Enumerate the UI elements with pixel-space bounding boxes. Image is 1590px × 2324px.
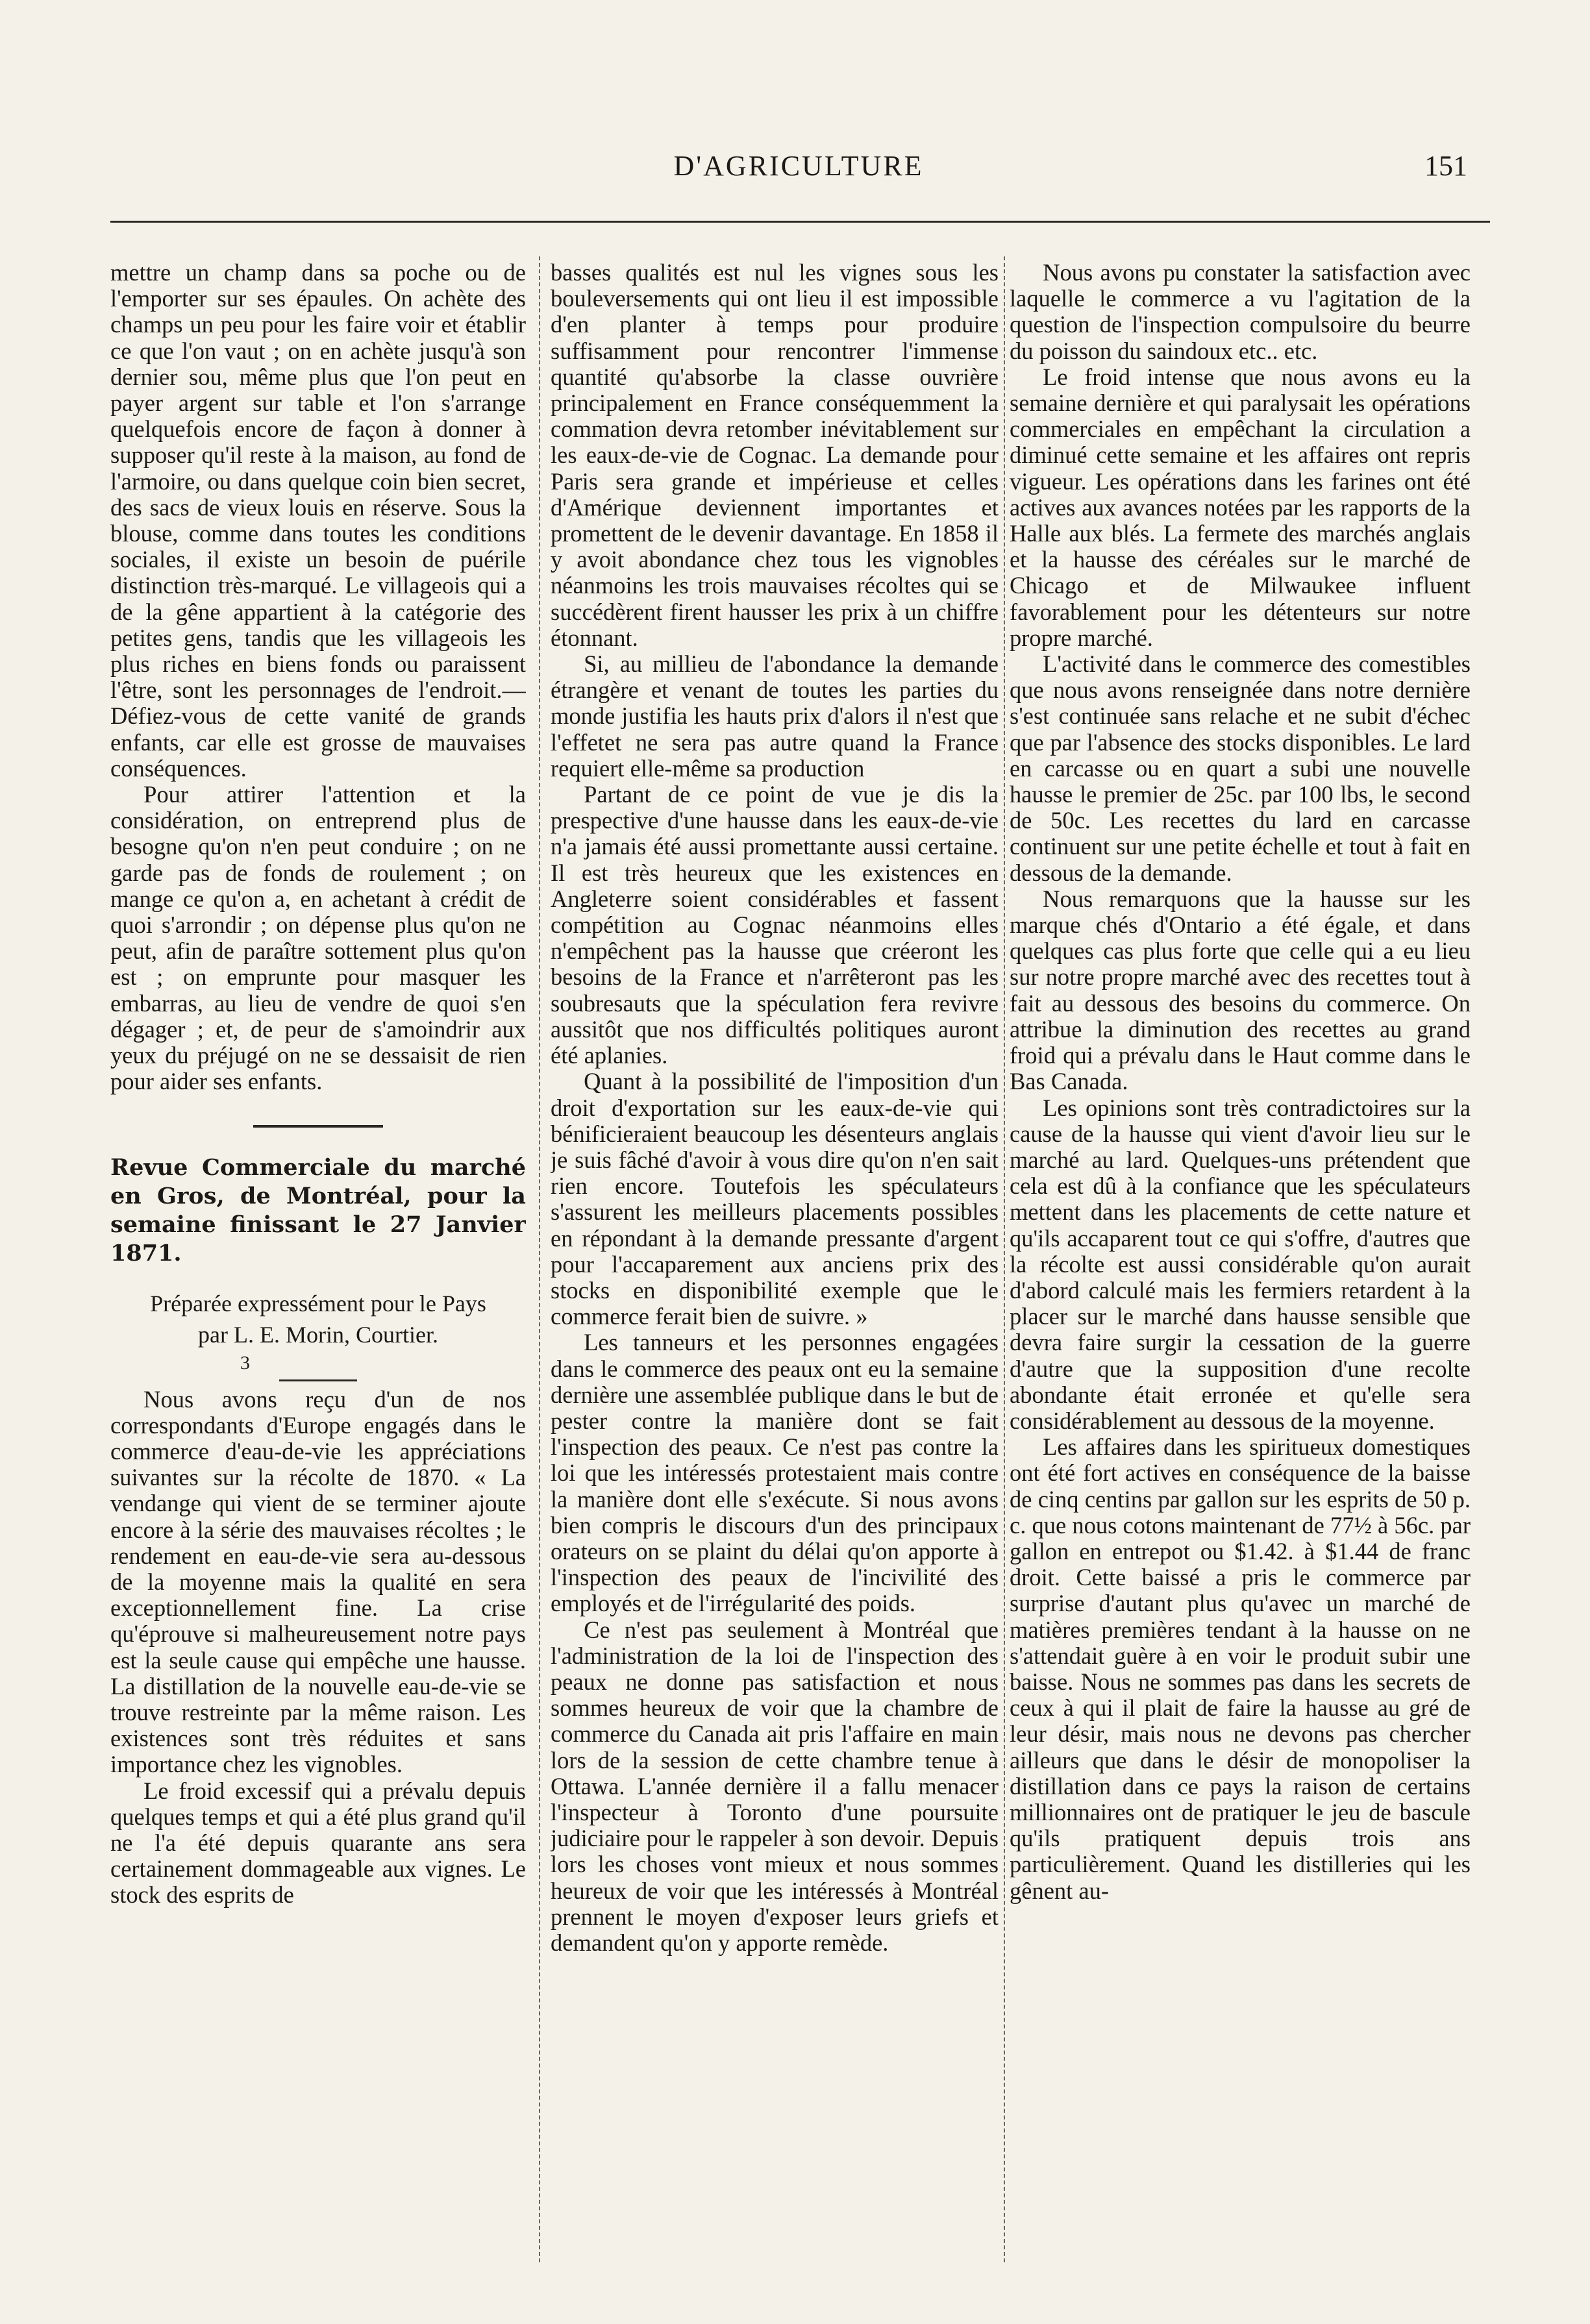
paragraph: Le froid intense que nous avons eu la semaine dernière et qui paralysait les opérations commerciales en empêchant la circulation a diminué cette semaine et les affaires ont repris vigueur. Les opérations dans les farines ont été actives aux avances notées par les rapports de la Halle aux blés. La fermete des marchés anglais et la hausse des céréales sur le marché de Chicago et de Milwaukee influent favorablement pour les détenteurs sur notre propre marché. bbox=[1010, 363, 1471, 651]
paragraph: Pour attirer l'attention et la considération, on entreprend plus de besogne qu'on n'en peut conduire ; on ne garde pas de fonds de roulement ; on mange ce qu'on a, en achetant à crédit de quoi s'arrondir ; on dépense plus qu'on ne peut, afin de paraître sottement plus qu'on est ; on emprunte pour masquer les embarras, au lieu de vendre de quoi s'en dégager ; et, de peur de s'amoindrir aux yeux du préjugé on ne se dessaisit de rien pour aider ses enfants. bbox=[110, 781, 526, 1095]
paragraph: Si, au millieu de l'abondance la demande étrangère et venant de toutes les parties du monde justifia les hauts prix d'alors il n'est que l'effetet ne sera pas autre quand la France requiert elle-même sa production bbox=[551, 650, 999, 782]
column-1 bbox=[110, 260, 526, 2272]
paragraph: Nous avons pu constater la satisfaction avec laquelle le commerce a vu l'agitation de la question de l'inspection compulsoire du beurre du poisson du saindoux etc.. etc. bbox=[1010, 260, 1471, 364]
paragraph: Quant à la possibilité de l'imposition d'un droit d'exportation sur les eaux-de-vie qui bénificieraient beaucoup les désenteurs anglais je suis fâché d'avoir à vous dire qu'on n'en sait rien encore. Toutefois les spéculateurs s'assurent les meilleurs placements possibles en répondant à la demande pressante d'argent pour l'accaparement aux anciens prix des stocks en disponibilité exemple que le commerce ferait bien de suivre. » bbox=[551, 1068, 999, 1330]
paragraph: basses qualités est nul les vignes sous les bouleversements qui ont lieu il est impossible d'en planter à temps pour produire suffisamment pour rencontrer l'immense quantité qu'absorbe la classe ouvrière principalement en France conséquemment la commation devra retomber inévitablement sur les eaux-de-vie de Cognac. La demande pour Paris sera grande et impérieuse et celles d'Amérique deviennent importantes et promettent de le devenir davantage. En 1858 il y avoit abondance chez tous les vignobles néanmoins les trois mauvaises récoltes qui se succédèrent firent hausser les prix à un chiffre étonnant. bbox=[551, 260, 999, 651]
paragraph: Les affaires dans les spiritueux domestiques ont été fort actives en conséquence de la baisse de cinq centins par gallon sur les esprits de 50 p. c. que nous cotons maintenant de 77½ à 56c. par gallon en entrepot ou $1.42. à $1.44 de franc droit. Cette baissé a pris le commerce par surprise d'autant plus qu'avec un marché de matières premières tendant à la hausse on ne s'attendait guère à en voir le produit subir une baisse. Nous ne sommes pas dans les secrets de ceux à qui il plait de faire la hausse au gré de leur désir, mais nous ne devons pas chercher ailleurs que dans le désir de monopoliser la distillation dans ce pays la raison de certains millionnaires ont de pratiquer le jeu de bascule qu'ils pratiquent depuis trois ans particulièrement. Quand les distilleries qui les gênent au- bbox=[1010, 1433, 1471, 1904]
section-marker: 3 bbox=[240, 1352, 250, 1374]
header-rule bbox=[110, 221, 1490, 223]
column-2 bbox=[551, 260, 999, 2272]
ornamental-rule bbox=[253, 1125, 383, 1128]
page-header bbox=[110, 149, 1487, 201]
byline: par L. E. Morin, Courtier. bbox=[198, 1321, 438, 1348]
column-3 bbox=[1010, 260, 1471, 2272]
paragraph: Partant de ce point de vue je dis la prespective d'une hausse dans les eaux-de-vie n'a jamais été aussi promettante aussi certaine. Il est très heureux que les existences en Angleterre soient considérables et fassent compétition au Cognac néanmoins elles n'empêchent pas la hausse que créeront les besoins de la France et n'arrêteront pas les soubresauts que la spéculation fera revivre aussitôt que nos difficultés politiques auront été aplanies. bbox=[551, 781, 999, 1069]
section-heading: Revue Commerciale du marché en Gros, de Montréal, pour la semaine finissant le 27 Janvier 1871. bbox=[110, 1154, 526, 1267]
running-title: D'AGRICULTURE bbox=[673, 150, 924, 182]
paragraph: Les opinions sont très contradictoires sur la cause de la hausse qui vient d'avoir lieu sur le marché au lard. Quelques-uns prétendent que cela est dû à la confiance que les spéculateurs mettent dans les placements de cette nature et qu'ils accaparent tout ce qui s'offre, d'autres que la récolte est aussi considérable qu'on aurait d'abord calculé mais les fermiers retardent à la placer sur le marché dans hausse sensible que devra faire surgir la cessation de la guerre d'autre que la supposition d'une recolte abondante était erronée et qu'elle sera considérablement au dessous de la moyenne. bbox=[1010, 1094, 1471, 1434]
column-separator bbox=[1004, 256, 1005, 2262]
short-rule bbox=[279, 1379, 357, 1381]
paragraph: Nous avons reçu d'un de nos correspondants d'Europe engagés dans le commerce d'eau-de-vie les appréciations suivantes sur la récolte de 1870. « La vendange qui vient de se terminer ajoute encore à la série des mauvaises récoltes ; le rendement en eau-de-vie sera au-dessous de la moyenne mais la qualité en sera exceptionnellement fine. La crise qu'éprouve si malheureusement notre pays est la seule cause qui empêche une hausse. La distillation de la nouvelle eau-de-vie se trouve restreinte par la même raison. Les existences sont très réduites et sans importance chez les vignobles. bbox=[110, 1385, 526, 1778]
byline: Préparée expressément pour le Pays bbox=[150, 1290, 486, 1317]
page-number: 151 bbox=[1424, 150, 1467, 182]
paragraph: Nous remarquons que la hausse sur les marque chés d'Ontario a été égale, et dans quelques cas plus forte que celle qui a eu lieu sur notre propre marché avec des recettes tout à fait au dessous des besoins du commerce. On attribue la diminution des recettes au grand froid qui a prévalu dans le Haut comme dans le Bas Canada. bbox=[1010, 885, 1471, 1095]
paragraph: Les tanneurs et les personnes engagées dans le commerce des peaux ont eu la semaine dernière une assemblée publique dans le but de pester contre la manière dont se fait l'inspection des peaux. Ce n'est pas contre la loi que les intéressés protestaient mais contre la manière dont elle s'exécute. Si nous avons bien compris le discours d'un des principaux orateurs on se plaint du délai qu'on apporte à l'inspection des peaux de l'incivilité des employés et de l'irrégularité des poids. bbox=[551, 1329, 999, 1617]
column-separator bbox=[539, 256, 540, 2262]
paragraph: Ce n'est pas seulement à Montréal que l'administration de la loi de l'inspection des peaux ne donne pas satisfaction et nous sommes heureux de voir que la chambre de commerce du Canada ait pris l'affaire en main lors de la session de cette chambre tenue à Ottawa. L'année dernière il a fallu menacer l'inspecteur à Toronto d'une poursuite judiciaire pour le rappeler à son devoir. Depuis lors les choses vont mieux et nous sommes heureux de voir que les intéressés à Montréal prennent le moyen d'exposer leurs griefs et demandent qu'on y apporte remède. bbox=[551, 1616, 999, 1956]
paragraph: L'activité dans le commerce des comestibles que nous avons renseignée dans notre dernière s'est continuée sans relache et ne subit d'échec que par l'absence des stocks disponibles. Le lard en carcasse ou en quart a subi une nouvelle hausse le premier de 25c. par 100 lbs, le second de 50c. Les recettes du lard en carcasse continuent sur une petite échelle et tout à fait en dessous de la demande. bbox=[1010, 650, 1471, 886]
paragraph: mettre un champ dans sa poche ou de l'emporter sur ses épaules. On achète des champs un peu pour les faire voir et établir ce que l'on vaut ; on en achète jusqu'à son dernier sou, même plus que l'on peut en payer argent sur table et l'on s'arrange quelquefois encore de façon à donner à supposer qu'il reste à la maison, au fond de l'armoire, ou dans quelque coin bien secret, des sacs de vieux louis en réserve. Sous la blouse, comme dans toutes les conditions sociales, il existe un besoin de puérile distinction très-marqué. Le villageois qui a de la gêne appartient à la catégorie des petites gens, tandis que les villageois les plus riches en biens fonds ou paraissent l'être, sont les personnages de l'endroit.—Défiez-vous de cette vanité de grands enfants, car elle est grosse de mauvaises conséquences. bbox=[110, 260, 526, 782]
paragraph: Le froid excessif qui a prévalu depuis quelques temps et qui a été plus grand qu'il ne l'a été depuis quarante ans sera certainement dommageable aux vignes. Le stock des esprits de bbox=[110, 1777, 526, 1909]
